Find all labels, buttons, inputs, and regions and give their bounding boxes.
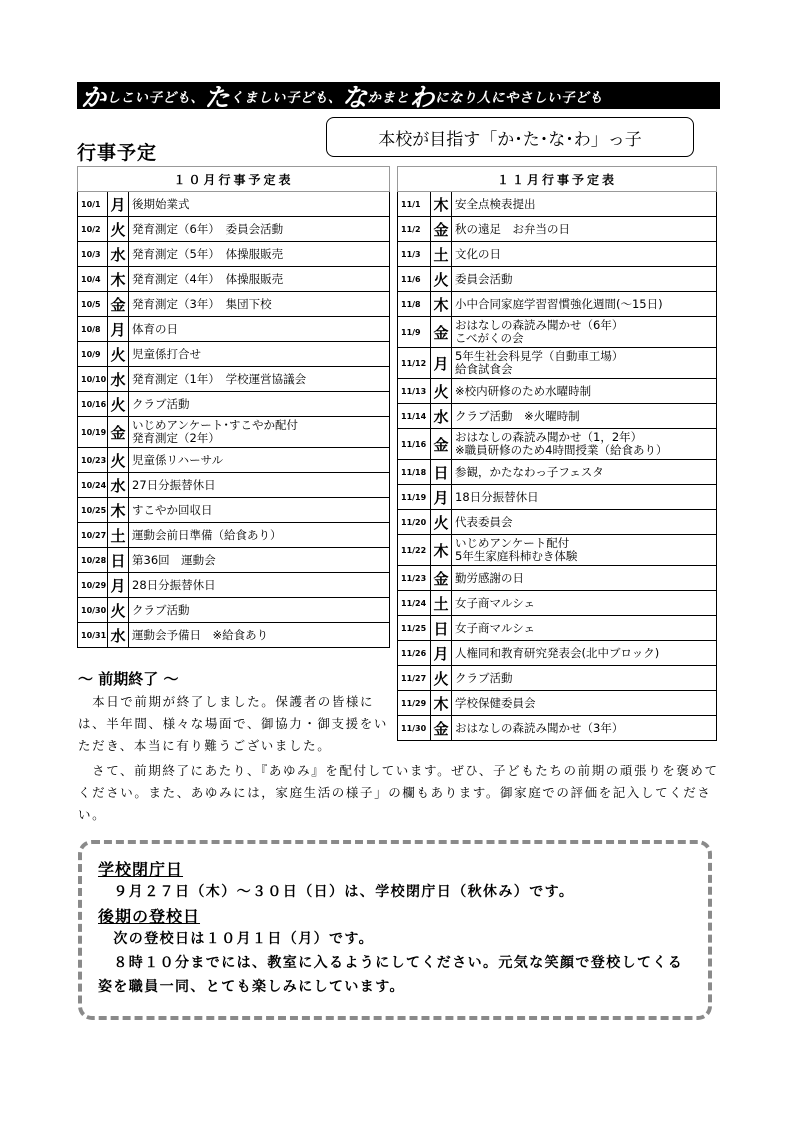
- schedule-row: [78, 317, 390, 342]
- return-day-heading: 後期の登校日: [98, 907, 201, 926]
- row-date: 11/3: [398, 242, 431, 267]
- row-date: 10/31: [78, 623, 108, 648]
- row-date: 11/9: [398, 317, 431, 348]
- row-date: 10/24: [78, 473, 108, 498]
- banner-initial-na: な: [342, 82, 368, 109]
- row-date: 10/19: [78, 417, 108, 448]
- event-line: 第36回 運動会: [132, 552, 216, 567]
- schedule-row: [398, 485, 717, 510]
- row-weekday: 木: [431, 535, 452, 566]
- schedule-row: [78, 292, 390, 317]
- schedule-row: [78, 548, 390, 573]
- row-weekday: 金: [108, 292, 129, 317]
- row-weekday: 月: [431, 641, 452, 666]
- event-line: 給食試食会: [455, 362, 513, 376]
- schedule-row: [78, 473, 390, 498]
- event-line: 後期始業式: [132, 196, 190, 211]
- row-event: [129, 573, 390, 598]
- october-schedule-table: [77, 166, 390, 648]
- row-weekday: 月: [431, 485, 452, 510]
- row-date: 10/9: [78, 342, 108, 367]
- row-date: 11/24: [398, 591, 431, 616]
- schedule-row: [398, 460, 717, 485]
- banner-text-3: かまと: [367, 89, 410, 106]
- schedule-row: [78, 267, 390, 292]
- row-date: 11/18: [398, 460, 431, 485]
- row-event: [452, 267, 717, 292]
- row-event: [452, 217, 717, 242]
- school-closure-text: ９月２７日（木）～３０日（日）は、学校閉庁日（秋休み）です。: [98, 884, 575, 900]
- event-line: おはなしの森読み聞かせ（3年）: [455, 720, 624, 735]
- event-line: 運動会予備日 ※給食あり: [132, 627, 269, 642]
- row-weekday: 水: [108, 242, 129, 267]
- schedule-row: [78, 392, 390, 417]
- schedule-row: [398, 348, 717, 379]
- row-event: [452, 192, 717, 217]
- event-line: クラブ活動: [132, 396, 190, 411]
- row-event: [452, 616, 717, 641]
- schedule-row: [398, 217, 717, 242]
- event-line: 児童係リハーサル: [132, 452, 224, 467]
- banner-initial-ta: た: [204, 82, 231, 109]
- row-weekday: 月: [431, 348, 452, 379]
- row-weekday: 金: [108, 417, 129, 448]
- event-line: 人権同和教育研究発表会(北中ブロック): [455, 645, 660, 660]
- row-date: 10/28: [78, 548, 108, 573]
- row-date: 10/4: [78, 267, 108, 292]
- row-date: 10/30: [78, 598, 108, 623]
- row-event: [129, 317, 390, 342]
- event-line: クラブ活動: [132, 602, 190, 617]
- row-date: 11/30: [398, 716, 431, 741]
- banner-text-1: しこい子ども、: [106, 89, 205, 106]
- term-end-paragraph-1: 本日で前期が終了しました。保護者の皆様には、半年間、様々な場面で、御協力・御支援をいただき、本当に有り難うございました。: [78, 694, 388, 753]
- row-weekday: 木: [431, 192, 452, 217]
- row-weekday: 火: [108, 598, 129, 623]
- schedule-row: [78, 498, 390, 523]
- event-line: 27日分振替休日: [132, 477, 216, 492]
- school-closure-heading: 学校閉庁日: [98, 860, 184, 879]
- row-event: [452, 317, 717, 348]
- schedule-row: [398, 404, 717, 429]
- row-event: [452, 641, 717, 666]
- schedule-row: [398, 566, 717, 591]
- row-weekday: 月: [108, 317, 129, 342]
- schedule-row: [78, 598, 390, 623]
- row-date: 11/12: [398, 348, 431, 379]
- schedule-row: [398, 379, 717, 404]
- schedule-row: [78, 192, 390, 217]
- row-date: 11/13: [398, 379, 431, 404]
- event-line: いじめアンケート配付: [455, 536, 570, 550]
- event-line: 代表委員会: [455, 514, 513, 529]
- row-date: 11/23: [398, 566, 431, 591]
- row-weekday: 火: [108, 392, 129, 417]
- schedule-row: [78, 573, 390, 598]
- row-event: [452, 460, 717, 485]
- event-line: いじめアンケート･すこやか配付: [132, 418, 299, 432]
- row-weekday: 月: [108, 573, 129, 598]
- row-weekday: 木: [431, 691, 452, 716]
- row-date: 10/2: [78, 217, 108, 242]
- row-weekday: 金: [431, 716, 452, 741]
- event-line: すこやか回収日: [132, 502, 213, 517]
- row-date: 10/1: [78, 192, 108, 217]
- schedule-row: [398, 242, 717, 267]
- event-line: 児童係打合せ: [132, 346, 201, 361]
- school-motto-box: 本校が目指す「か･た･な･わ」っ子: [326, 117, 694, 157]
- row-weekday: 木: [108, 498, 129, 523]
- event-line: おはなしの森読み聞かせ（1，2年）: [455, 430, 643, 444]
- event-line: 学校保健委員会: [455, 695, 536, 710]
- schedule-row: [78, 417, 390, 448]
- motto-banner: [77, 82, 720, 109]
- event-line: 小中合同家庭学習習慣強化週間(～15日): [455, 296, 663, 311]
- row-date: 10/3: [78, 242, 108, 267]
- event-line: ※職員研修のため4時間授業（給食あり）: [455, 443, 668, 457]
- event-line: 発育測定（4年） 体操服販売: [132, 271, 284, 286]
- schedule-row: [398, 292, 717, 317]
- row-date: 10/10: [78, 367, 108, 392]
- schedule-row: [398, 267, 717, 292]
- row-event: [129, 523, 390, 548]
- event-line: 発育測定（6年） 委員会活動: [132, 221, 284, 236]
- banner-initial-ka: か: [81, 82, 107, 109]
- event-line: こべがくの会: [455, 331, 524, 345]
- banner-initial-wa: わ: [409, 82, 436, 109]
- schedule-row: [398, 510, 717, 535]
- event-line: 発育測定（3年） 集団下校: [132, 296, 272, 311]
- row-date: 11/20: [398, 510, 431, 535]
- event-line: 発育測定（2年）: [132, 431, 220, 445]
- event-line: 運動会前日準備（給食あり）: [132, 527, 282, 542]
- schedule-row: [78, 342, 390, 367]
- row-event: [129, 417, 390, 448]
- schedule-row: [398, 192, 717, 217]
- october-rows: [78, 192, 390, 648]
- event-line: 5年生家庭科柿むき体験: [455, 549, 578, 563]
- row-date: 11/14: [398, 404, 431, 429]
- row-date: 11/2: [398, 217, 431, 242]
- row-date: 10/25: [78, 498, 108, 523]
- schedule-row: [78, 623, 390, 648]
- event-line: ※校内研修のため水曜時制: [455, 383, 592, 398]
- row-event: [452, 510, 717, 535]
- event-line: 発育測定（5年） 体操服販売: [132, 246, 284, 261]
- row-weekday: 火: [108, 342, 129, 367]
- schedule-row: [398, 666, 717, 691]
- schedule-row: [398, 591, 717, 616]
- schedule-row: [78, 367, 390, 392]
- row-date: 11/25: [398, 616, 431, 641]
- row-date: 10/23: [78, 448, 108, 473]
- row-event: [129, 473, 390, 498]
- event-line: クラブ活動 ※火曜時制: [455, 408, 580, 423]
- event-line: 勤労感謝の日: [455, 570, 524, 585]
- section-title: 行事予定: [77, 142, 158, 164]
- row-weekday: 火: [108, 217, 129, 242]
- event-line: 委員会活動: [455, 271, 513, 286]
- october-table-title: １０月行事予定表: [78, 167, 390, 192]
- event-line: 文化の日: [455, 246, 501, 261]
- row-date: 10/8: [78, 317, 108, 342]
- row-date: 11/29: [398, 691, 431, 716]
- event-line: 参観，かたなわっ子フェスタ: [455, 464, 604, 479]
- row-weekday: 火: [431, 267, 452, 292]
- row-weekday: 火: [431, 666, 452, 691]
- row-date: 11/26: [398, 641, 431, 666]
- row-event: [452, 691, 717, 716]
- schedule-row: [78, 448, 390, 473]
- row-weekday: 日: [431, 460, 452, 485]
- row-event: [452, 535, 717, 566]
- row-weekday: 金: [431, 217, 452, 242]
- row-event: [129, 392, 390, 417]
- row-event: [452, 485, 717, 510]
- row-event: [452, 348, 717, 379]
- banner-text-2: くましい子ども、: [230, 89, 343, 106]
- row-date: 10/27: [78, 523, 108, 548]
- november-schedule-table: [397, 166, 717, 741]
- row-event: [129, 292, 390, 317]
- row-weekday: 月: [108, 192, 129, 217]
- row-event: [452, 666, 717, 691]
- schedule-row: [78, 242, 390, 267]
- row-weekday: 金: [431, 566, 452, 591]
- november-table-title: １１月行事予定表: [398, 167, 717, 192]
- row-event: [129, 192, 390, 217]
- row-event: [452, 716, 717, 741]
- row-event: [452, 379, 717, 404]
- row-weekday: 水: [108, 473, 129, 498]
- event-line: 女子商マルシェ: [455, 620, 535, 635]
- row-date: 10/5: [78, 292, 108, 317]
- row-event: [452, 242, 717, 267]
- row-event: [452, 292, 717, 317]
- arrival-time-text: ８時１０分までには、教室に入るようにしてください。元気な笑顔で登校してくる姿を職員一同、とても楽しみにしています。: [98, 955, 684, 995]
- row-weekday: 木: [431, 292, 452, 317]
- row-date: 11/6: [398, 267, 431, 292]
- schedule-row: [398, 641, 717, 666]
- row-event: [129, 342, 390, 367]
- schedule-row: [78, 523, 390, 548]
- row-weekday: 日: [431, 616, 452, 641]
- schedule-row: [398, 317, 717, 348]
- row-weekday: 水: [108, 623, 129, 648]
- row-event: [129, 267, 390, 292]
- notice-box: [78, 840, 712, 1020]
- row-weekday: 金: [431, 429, 452, 460]
- row-weekday: 土: [431, 591, 452, 616]
- event-line: 5年生社会科見学（自動車工場）: [455, 349, 624, 363]
- event-line: 女子商マルシェ: [455, 595, 535, 610]
- event-line: 18日分振替休日: [455, 489, 539, 504]
- row-weekday: 土: [108, 523, 129, 548]
- row-event: [129, 242, 390, 267]
- row-weekday: 火: [431, 510, 452, 535]
- row-date: 11/8: [398, 292, 431, 317]
- row-date: 11/22: [398, 535, 431, 566]
- row-event: [129, 448, 390, 473]
- row-event: [129, 548, 390, 573]
- row-weekday: 火: [431, 379, 452, 404]
- schedule-row: [398, 716, 717, 741]
- row-event: [129, 217, 390, 242]
- event-line: クラブ活動: [455, 670, 513, 685]
- row-weekday: 火: [108, 448, 129, 473]
- event-line: 28日分振替休日: [132, 577, 216, 592]
- schedule-row: [398, 616, 717, 641]
- event-line: おはなしの森読み聞かせ（6年）: [455, 318, 624, 332]
- row-weekday: 日: [108, 548, 129, 573]
- event-line: 安全点検表提出: [455, 196, 536, 211]
- banner-text-4: になり人にやさしい子ども: [435, 89, 604, 106]
- row-event: [452, 566, 717, 591]
- row-event: [129, 498, 390, 523]
- row-weekday: 水: [108, 367, 129, 392]
- term-end-paragraph-2: さて、前期終了にあたり、『あゆみ』を配付しています。ぜひ、子どもたちの前期の頑張りを褒めてください。また、あゆみには，家庭生活の様子」の欄もあります。御家庭での評価を記入してください。: [78, 763, 719, 822]
- schedule-row: [398, 691, 717, 716]
- row-date: 11/19: [398, 485, 431, 510]
- schedule-row: [78, 217, 390, 242]
- row-date: 11/1: [398, 192, 431, 217]
- row-weekday: 土: [431, 242, 452, 267]
- november-rows: [398, 192, 717, 741]
- term-end-heading: ～ 前期終了 ～: [78, 670, 179, 688]
- row-date: 10/29: [78, 573, 108, 598]
- return-day-text: 次の登校日は１０月１日（月）です。: [98, 931, 375, 947]
- event-line: 発育測定（1年） 学校運営協議会: [132, 371, 307, 386]
- row-event: [452, 591, 717, 616]
- row-weekday: 水: [431, 404, 452, 429]
- row-event: [129, 598, 390, 623]
- row-event: [129, 623, 390, 648]
- row-date: 10/16: [78, 392, 108, 417]
- schedule-row: [398, 429, 717, 460]
- row-weekday: 金: [431, 317, 452, 348]
- row-event: [129, 367, 390, 392]
- row-event: [452, 429, 717, 460]
- schedule-row: [398, 535, 717, 566]
- row-event: [452, 404, 717, 429]
- row-date: 11/16: [398, 429, 431, 460]
- row-date: 11/27: [398, 666, 431, 691]
- event-line: 体育の日: [132, 321, 178, 336]
- event-line: 秋の遠足 お弁当の日: [455, 221, 570, 236]
- row-weekday: 木: [108, 267, 129, 292]
